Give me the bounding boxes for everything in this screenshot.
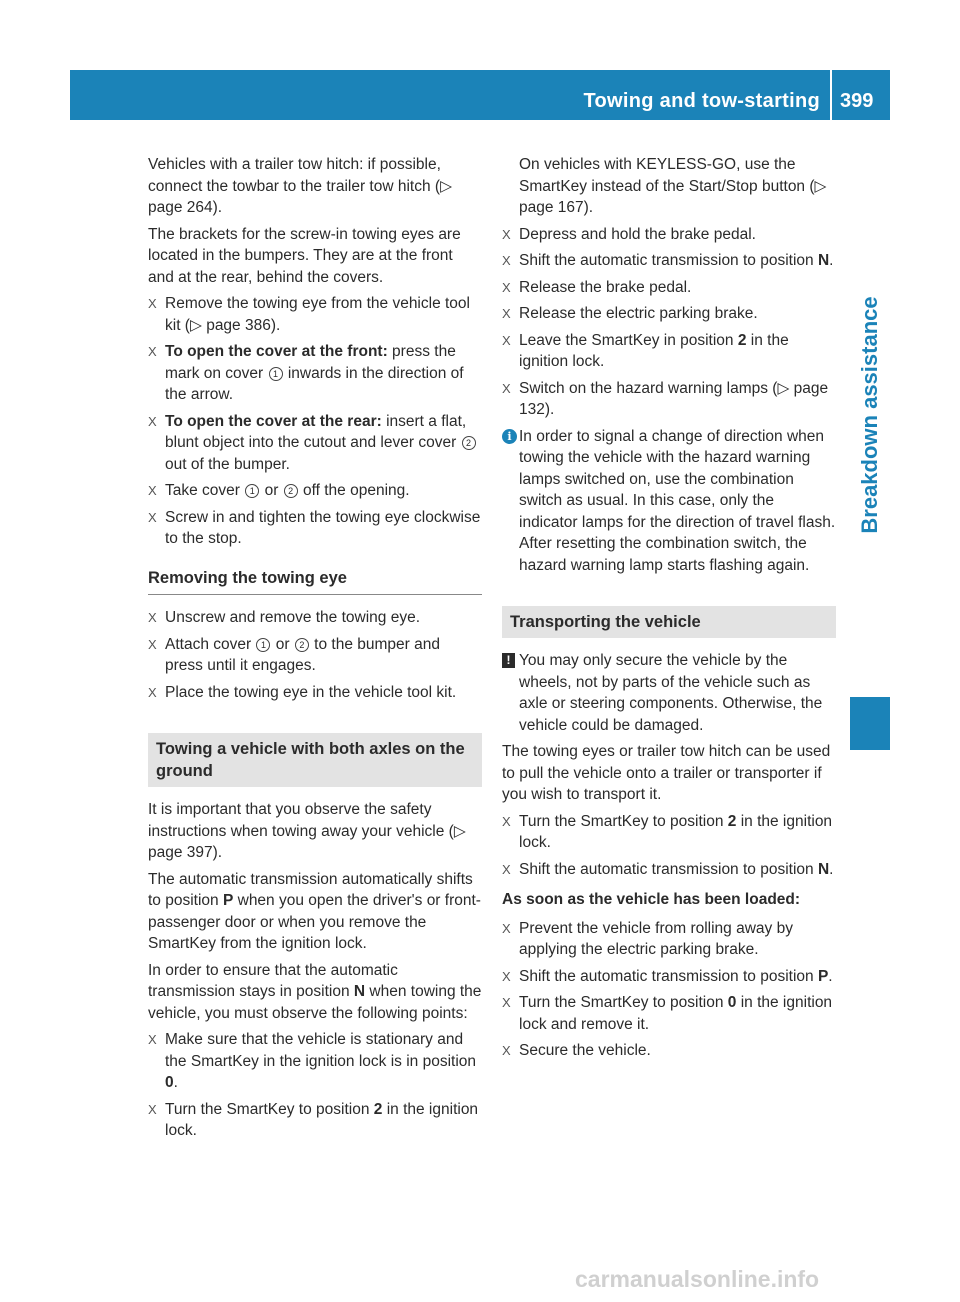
step-marker-icon: X <box>148 610 157 625</box>
step-marker-icon: X <box>148 413 157 429</box>
step-marker-icon: X <box>502 920 511 936</box>
cover-1-icon: 1 <box>269 367 283 381</box>
step-item: X To open the cover at the front: press the mark on cover 1 inwards in the direction of the arrow. <box>148 343 464 403</box>
step-item: X To open the cover at the rear: insert a flat, blunt object into the cutout and lever cover 2 out of the bumper. <box>148 411 482 476</box>
step-item: X Shift the automatic transmission to position N. <box>502 250 836 272</box>
section-title: Towing and tow-starting <box>583 90 820 112</box>
header-divider <box>830 70 832 120</box>
right-column <box>502 154 836 1067</box>
step-item: X Place the towing eye in the vehicle tool kit. <box>148 682 482 704</box>
step-item: X Depress and hold the brake pedal. <box>502 224 836 246</box>
loaded-subheading: As soon as the vehicle has been loaded: <box>502 891 801 908</box>
cover-1-icon: 1 <box>245 484 259 498</box>
step-item: X Turn the SmartKey to position 2 in the ignition lock. <box>148 1100 479 1139</box>
step-marker-icon: X <box>148 1032 157 1047</box>
step-item: X Attach cover 1 or 2 to the bumper and press until it engages. <box>148 635 440 674</box>
step-item: X Shift the automatic transmission to position N. <box>502 859 836 881</box>
cover-2-icon: 2 <box>295 638 309 652</box>
step-marker-icon: X <box>148 509 157 525</box>
step-item: X Take cover 1 or 2 off the opening. <box>148 480 482 502</box>
step-item: X Secure the vehicle. <box>502 1040 836 1062</box>
step-item: X Switch on the hazard warning lamps (▷ page 132). <box>502 379 829 418</box>
step-item: X Unscrew and remove the towing eye. <box>148 607 482 629</box>
heading-towing-vehicle: Towing a vehicle with both axles on the ground <box>148 733 482 787</box>
step-marker-icon: X <box>148 483 157 498</box>
step-marker-icon: X <box>502 1043 511 1058</box>
step-marker-icon: X <box>502 226 511 242</box>
cover-2-icon: 2 <box>284 484 298 498</box>
step-marker-icon: X <box>502 968 511 984</box>
cover-2-icon: 2 <box>462 436 476 450</box>
step-item: X Turn the SmartKey to position 0 in the ignition lock and remove it. <box>502 994 833 1033</box>
step-item: X Shift the automatic transmission to position P. <box>502 966 836 988</box>
step-marker-icon: X <box>148 296 157 311</box>
side-tab-block <box>850 697 890 750</box>
step-marker-icon: X <box>502 306 511 321</box>
heading-removing-towing-eye: Removing the towing eye <box>148 568 482 596</box>
info-icon: i <box>502 429 517 444</box>
step-marker-icon: X <box>502 253 511 268</box>
step-marker-icon: X <box>148 636 157 652</box>
step-item: X Screw in and tighten the towing eye clockwise to the stop. <box>148 508 481 547</box>
step-marker-icon: X <box>502 813 511 829</box>
step-marker-icon: X <box>502 279 511 295</box>
step-item: X Prevent the vehicle from rolling away by applying the electric parking brake. <box>502 919 793 958</box>
page-number: 399 <box>840 90 874 112</box>
step-item: X Turn the SmartKey to position 2 in the ignition lock. <box>502 812 833 851</box>
paragraph: In order to ensure that the automatic transmission stays in position N when towing the vehicle, you must observe the following points: <box>148 961 482 1022</box>
paragraph: The automatic transmission automatically shifts to position P when you open the driver's or front-passenger door or when you remove the SmartKey from the ignition lock. <box>148 870 481 952</box>
paragraph: It is important that you observe the safety instructions when towing away your vehicle (▷ page 397). <box>148 801 466 861</box>
step-marker-icon: X <box>502 861 511 877</box>
paragraph: On vehicles with KEYLESS-GO, use the SmartKey instead of the Start/Stop button (▷ page 167). <box>519 156 827 216</box>
warning-note: ! You may only secure the vehicle by the wheels, not by parts of the vehicle such as axle or steering components. Otherwise, the vehicle could be damaged. <box>502 650 836 736</box>
watermark: carmanualsonline.info <box>575 1266 820 1292</box>
paragraph: The towing eyes or trailer tow hitch can be used to pull the vehicle onto a trailer or transporter if you wish to transport it. <box>502 743 831 803</box>
step-marker-icon: X <box>148 684 157 700</box>
step-item: X Release the electric parking brake. <box>502 303 836 325</box>
info-note: i In order to signal a change of direction when towing the vehicle with the hazard warning lamps switched on, use the combination switch as usual. In this case, only the indicator lamps for the direction of travel flash. After resetting the combination switch, the hazard warning lamp starts flashing again. <box>502 426 836 577</box>
step-marker-icon: X <box>502 995 511 1010</box>
step-marker-icon: X <box>148 344 157 359</box>
step-item: X Leave the SmartKey in position 2 in the ignition lock. <box>502 331 789 370</box>
left-column <box>148 154 482 1147</box>
cover-1-icon: 1 <box>256 638 270 652</box>
step-marker-icon: X <box>148 1101 157 1117</box>
paragraph: The brackets for the screw-in towing eyes are located in the bumpers. They are at the front and at the rear, behind the covers. <box>148 225 461 286</box>
step-marker-icon: X <box>502 332 511 348</box>
step-item: X Release the brake pedal. <box>502 277 836 299</box>
heading-transporting-vehicle: Transporting the vehicle <box>502 606 836 638</box>
paragraph: Vehicles with a trailer tow hitch: if possible, connect the towbar to the trailer tow hitch (▷ page 264). <box>148 156 452 216</box>
warning-icon: ! <box>502 653 515 668</box>
step-item: X Remove the towing eye from the vehicle tool kit (▷ page 386). <box>148 295 470 334</box>
step-item: X Make sure that the vehicle is stationary and the SmartKey in the ignition lock is in position 0. <box>148 1031 477 1091</box>
side-tab-label: Breakdown assistance <box>857 296 882 534</box>
step-marker-icon: X <box>502 380 511 396</box>
